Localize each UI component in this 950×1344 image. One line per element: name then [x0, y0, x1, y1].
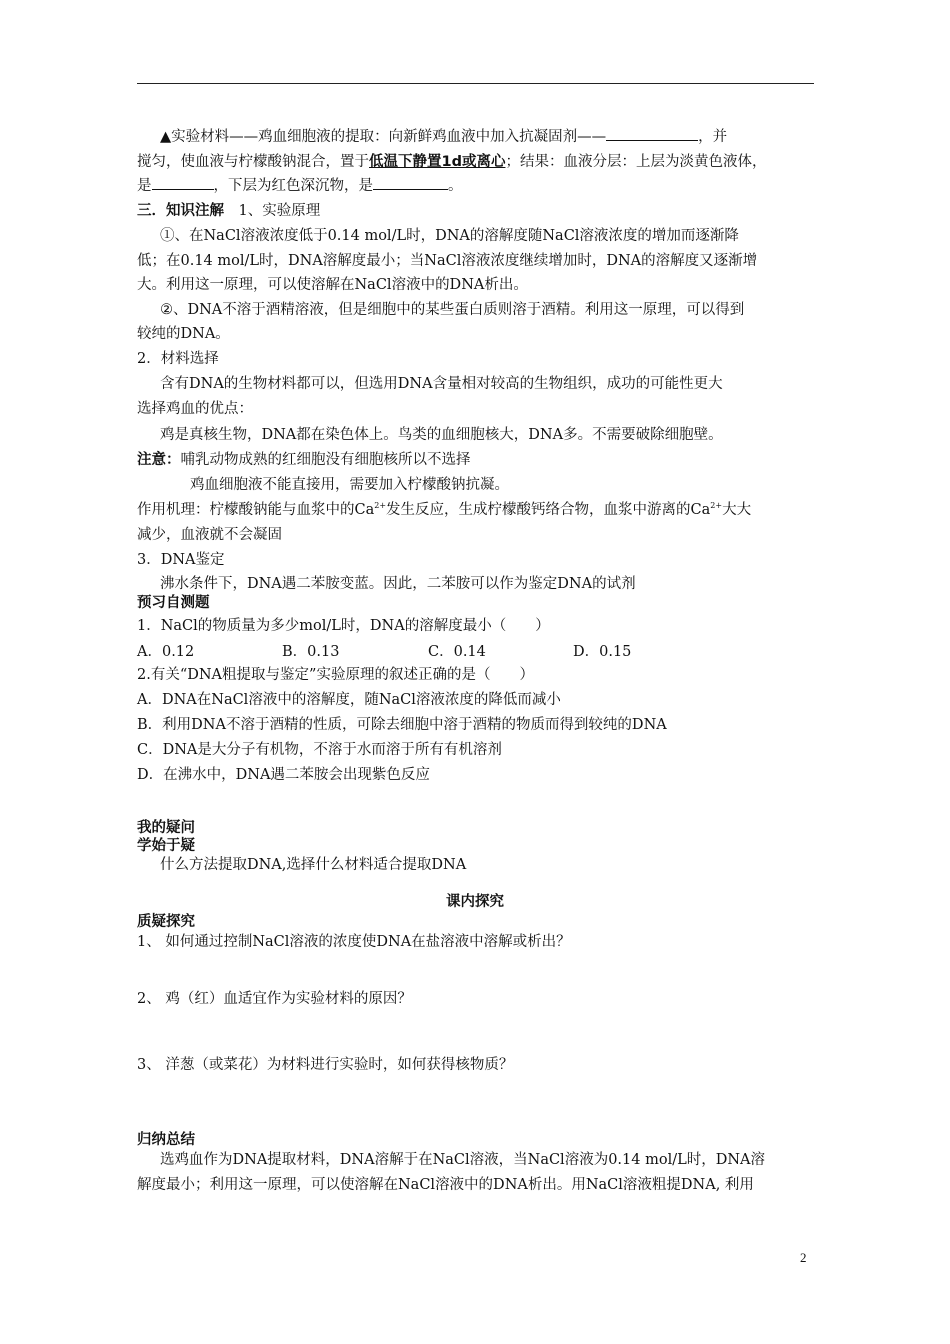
identification-line-1: 沸水条件下，DNA遇二苯胺变蓝。因此，二苯胺可以作为鉴定DNA的试剂 — [160, 576, 636, 592]
lower-layer-label: ，下层为红色深沉物，是 — [213, 178, 373, 194]
note-text: 哺乳动物成熟的红细胞没有细胞核所以不选择 — [180, 452, 471, 468]
material-line-1: 含有DNA的生物材料都可以，但选用DNA含量相对较高的生物组织，成功的可能性更大 — [160, 376, 723, 392]
learn-from-doubt-title: 学始于疑 — [137, 838, 195, 854]
in-class-explore-title: 课内探究 — [446, 894, 504, 910]
section-3-heading — [137, 199, 817, 223]
my-doubt-title: 我的疑问 — [137, 820, 195, 836]
principle-1-line-1: ①、在NaCl溶液浓度低于0.14 mol/L时，DNA的溶解度随NaCl溶液浓度的增加而逐渐降 — [160, 228, 739, 244]
header-rule — [137, 83, 814, 84]
blood-extraction-text-b: ，并 — [698, 129, 728, 145]
quiz-q2: 2.有关“DNA粗提取与鉴定”实验原理的叙述正确的是（ ） — [137, 667, 534, 683]
explore-q1: 1、 如何通过控制NaCl溶液的浓度使DNA在盐溶液中溶解或析出？ — [137, 934, 571, 950]
upper-layer-blank[interactable] — [152, 174, 214, 190]
identification-title: 3．DNA鉴定 — [137, 552, 225, 568]
blood-extraction-line-3 — [137, 174, 817, 198]
summary-line-1: 选鸡血作为DNA提取材料，DNA溶解于在NaCl溶液，当NaCl溶液为0.14 mol/L时，DNA溶 — [160, 1152, 766, 1168]
mechanism-line-1 — [137, 498, 817, 522]
principle-2-line-2: 较纯的DNA。 — [137, 326, 230, 342]
note-line-1 — [137, 448, 817, 472]
principle-1-line-3: 大。利用这一原理，可以使溶解在NaCl溶液中的DNA析出。 — [137, 277, 528, 293]
mechanism-text-b: 发生反应，生成柠檬酸钙络合物，血浆中游离的Ca — [386, 502, 711, 518]
quiz-q2-option-d[interactable]: D．在沸水中，DNA遇二苯胺会出现紫色反应 — [137, 767, 430, 783]
blood-extraction-line-2 — [137, 150, 817, 174]
quiz-q1-option-c[interactable]: C．0.14 — [428, 644, 486, 660]
mechanism-text-a: 作用机理：柠檬酸钠能与血浆中的Ca — [137, 502, 375, 518]
quiz-q1-option-a[interactable]: A．0.12 — [137, 644, 195, 660]
blood-extraction-text-c2: ；结果：血液分层：上层为淡黄色液体， — [505, 154, 767, 170]
blood-extraction-text-c: 搅匀，使血液与柠檬酸钠混合，置于 — [137, 154, 369, 170]
quiz-q1: 1．NaCl的物质量为多少mol/L时，DNA的溶解度最小（ ） — [137, 618, 550, 634]
quiz-title: 预习自测题 — [137, 595, 210, 611]
quiz-q1-option-b[interactable]: B．0.13 — [282, 644, 340, 660]
principle-1-line-2: 低；在0.14 mol/L时，DNA溶解度最小；当NaCl溶液浓度继续增加时，DNA的溶解度又逐渐增 — [137, 253, 758, 269]
principle-subtitle: 1、实验原理 — [224, 203, 321, 219]
explore-q2: 2、 鸡（红）血适宜作为实验材料的原因？ — [137, 991, 412, 1007]
material-line-2: 选择鸡血的优点： — [137, 401, 253, 417]
low-temp-emphasis: 低温下静置1d或离心 — [369, 154, 506, 170]
explore-q3: 3、 洋葱（或菜花）为材料进行实验时，如何获得核物质？ — [137, 1057, 514, 1073]
note-line-2: 鸡血细胞液不能直接用，需要加入柠檬酸钠抗凝。 — [190, 477, 509, 493]
mechanism-line-2: 减少，血液就不会凝固 — [137, 527, 282, 543]
lower-layer-blank[interactable] — [373, 174, 448, 190]
doubt-text: 什么方法提取DNA,选择什么材料适合提取DNA — [160, 857, 467, 873]
quiz-q2-option-a[interactable]: A．DNA在NaCl溶液中的溶解度，随NaCl溶液浓度的降低而减小 — [137, 692, 561, 708]
quiz-q2-option-b[interactable]: B．利用DNA不溶于酒精的性质，可除去细胞中溶于酒精的物质而得到较纯的DNA — [137, 717, 667, 733]
mechanism-text-c: 大大 — [722, 502, 752, 518]
note-label: 注意： — [137, 452, 181, 468]
material-selection-title: 2．材料选择 — [137, 351, 219, 367]
question-explore-title: 质疑探究 — [137, 914, 195, 930]
ca-superscript-2: 2+ — [710, 501, 723, 511]
blood-extraction-text-a: ▲实验材料——鸡血细胞液的提取：向新鲜鸡血液中加入抗凝固剂—— — [160, 129, 607, 145]
quiz-q2-option-c[interactable]: C．DNA是大分子有机物，不溶于水而溶于所有有机溶剂 — [137, 742, 502, 758]
material-line-3: 鸡是真核生物，DNA都在染色体上。鸟类的血细胞核大，DNA多。不需要破除细胞壁。 — [160, 427, 723, 443]
section-3-title: 三．知识注解 — [137, 203, 224, 219]
blood-extraction-line-1 — [160, 125, 840, 149]
page-number: 2 — [800, 1250, 807, 1265]
period: 。 — [448, 178, 463, 194]
ca-superscript-1: 2+ — [374, 501, 387, 511]
upper-layer-label: 是 — [137, 178, 152, 194]
summary-title: 归纳总结 — [137, 1132, 195, 1148]
principle-2-line-1: ②、DNA不溶于酒精溶液，但是细胞中的某些蛋白质则溶于酒精。利用这一原理，可以得到 — [160, 302, 745, 318]
quiz-q1-option-d[interactable]: D．0.15 — [573, 644, 632, 660]
summary-line-2: 解度最小；利用这一原理，可以使溶解在NaCl溶液中的DNA析出。用NaCl溶液粗提DNA, 利用 — [137, 1177, 754, 1193]
anticoagulant-blank[interactable] — [606, 125, 698, 141]
